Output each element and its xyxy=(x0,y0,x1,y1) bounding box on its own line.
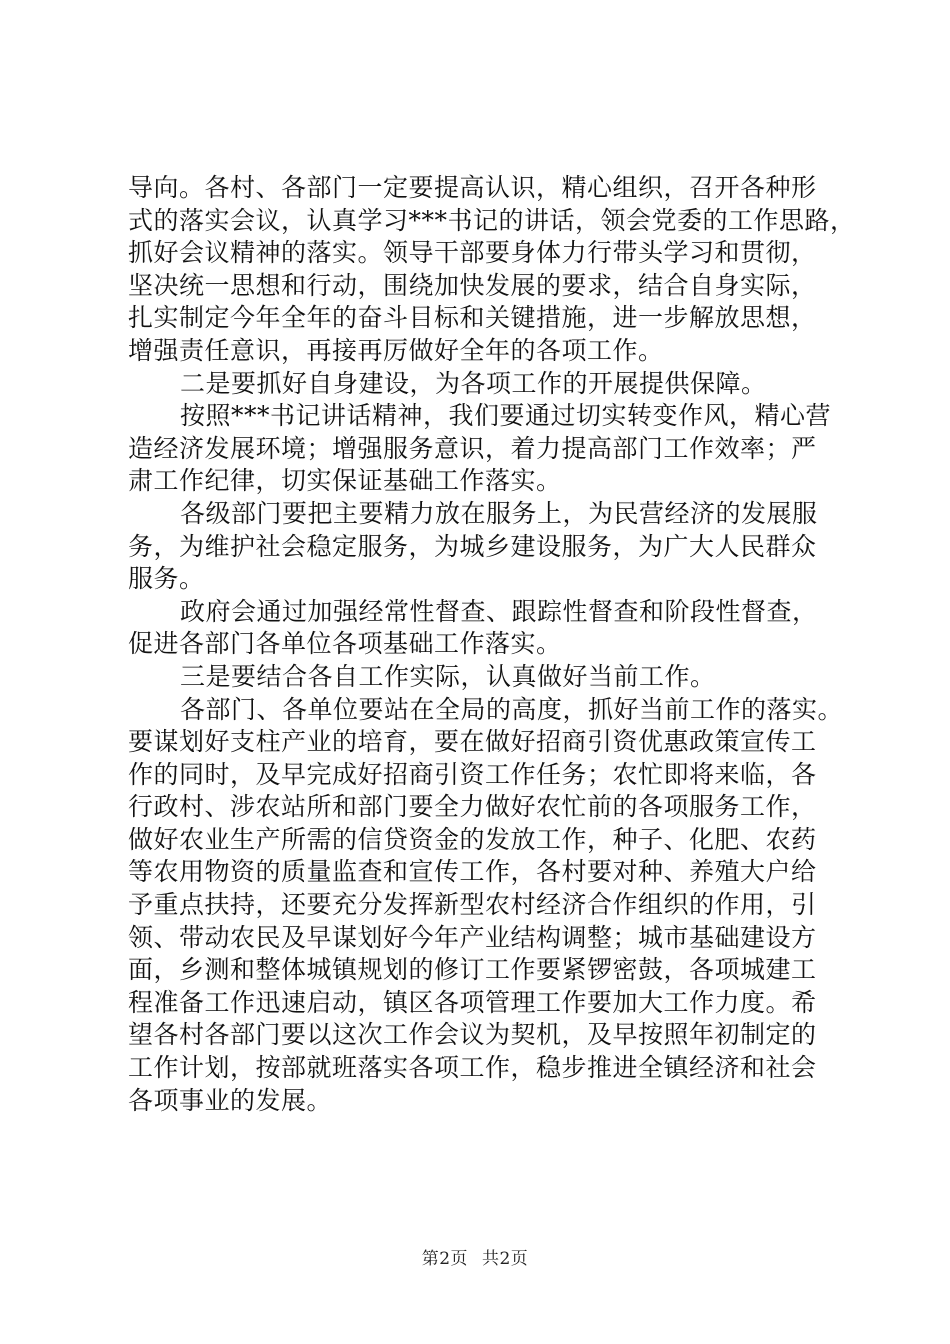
text-line: 促进各部门各单位各项基础工作落实。 xyxy=(128,629,562,659)
text-line: 服务。 xyxy=(128,564,205,594)
text-line: 务，为维护社会稳定服务，为城乡建设服务，为广大人民群众 xyxy=(128,531,817,561)
text-line: 各项事业的发展。 xyxy=(128,1085,333,1115)
text-line: 行政村、涉农站所和部门要全力做好农忙前的各项服务工作， xyxy=(128,792,817,822)
text-line: 抓好会议精神的落实。领导干部要身体力行带头学习和贯彻， xyxy=(128,238,817,268)
text-line: 按照***书记讲话精神，我们要通过切实转变作风，精心营 xyxy=(180,401,832,431)
page-footer xyxy=(0,1244,950,1269)
text-line: 造经济发展环境；增强服务意识，着力提高部门工作效率；严 xyxy=(128,433,817,463)
text-line: 做好农业生产所需的信贷资金的发放工作，种子、化肥、农药 xyxy=(128,824,817,854)
text-line: 增强责任意识，再接再厉做好全年的各项工作。 xyxy=(128,335,664,365)
text-line: 导向。各村、各部门一定要提高认识，精心组织，召开各种形 xyxy=(128,173,817,202)
document-body xyxy=(128,172,856,1117)
text-line: 二是要抓好自身建设，为各项工作的开展提供保障。 xyxy=(180,368,767,398)
page-number: 第2页 xyxy=(421,1249,469,1269)
text-line: 肃工作纪律，切实保证基础工作落实。 xyxy=(128,466,562,496)
text-line: 要谋划好支柱产业的培育，要在做好招商引资优惠政策宣传工 xyxy=(128,727,817,757)
text-line: 作的同时，及早完成好招商引资工作任务；农忙即将来临，各 xyxy=(128,759,817,789)
text-line: 坚决统一思想和行动，围绕加快发展的要求，结合自身实际， xyxy=(128,270,817,300)
text-line: 工作计划，按部就班落实各项工作，稳步推进全镇经济和社会 xyxy=(128,1053,817,1083)
text-line: 面，乡测和整体城镇规划的修订工作要紧锣密鼓，各项城建工 xyxy=(128,955,817,985)
text-line: 等农用物资的质量监查和宣传工作，各村要对种、养殖大户给 xyxy=(128,857,817,887)
text-line: 各部门、各单位要站在全局的高度，抓好当前工作的落实。 xyxy=(180,694,844,724)
text-line: 政府会通过加强经常性督查、跟踪性督查和阶段性督查， xyxy=(180,596,818,626)
text-line: 扎实制定今年全年的奋斗目标和关键措施，进一步解放思想， xyxy=(128,303,817,333)
text-line: 予重点扶持，还要充分发挥新型农村经济合作组织的作用，引 xyxy=(128,890,817,920)
text-line: 望各村各部门要以这次工作会议为契机，及早按照年初制定的 xyxy=(128,1020,817,1050)
text-line: 程准备工作迅速启动，镇区各项管理工作要加大工作力度。希 xyxy=(128,987,817,1017)
page-total: 共2页 xyxy=(481,1249,529,1269)
text-line: 各级部门要把主要精力放在服务上，为民营经济的发展服 xyxy=(180,498,818,528)
text-line: 领、带动农民及早谋划好今年产业结构调整；城市基础建设方 xyxy=(128,922,817,952)
text-line: 式的落实会议，认真学习***书记的讲话，领会党委的工作思路， xyxy=(128,205,856,235)
text-line: 三是要结合各自工作实际，认真做好当前工作。 xyxy=(180,661,716,691)
